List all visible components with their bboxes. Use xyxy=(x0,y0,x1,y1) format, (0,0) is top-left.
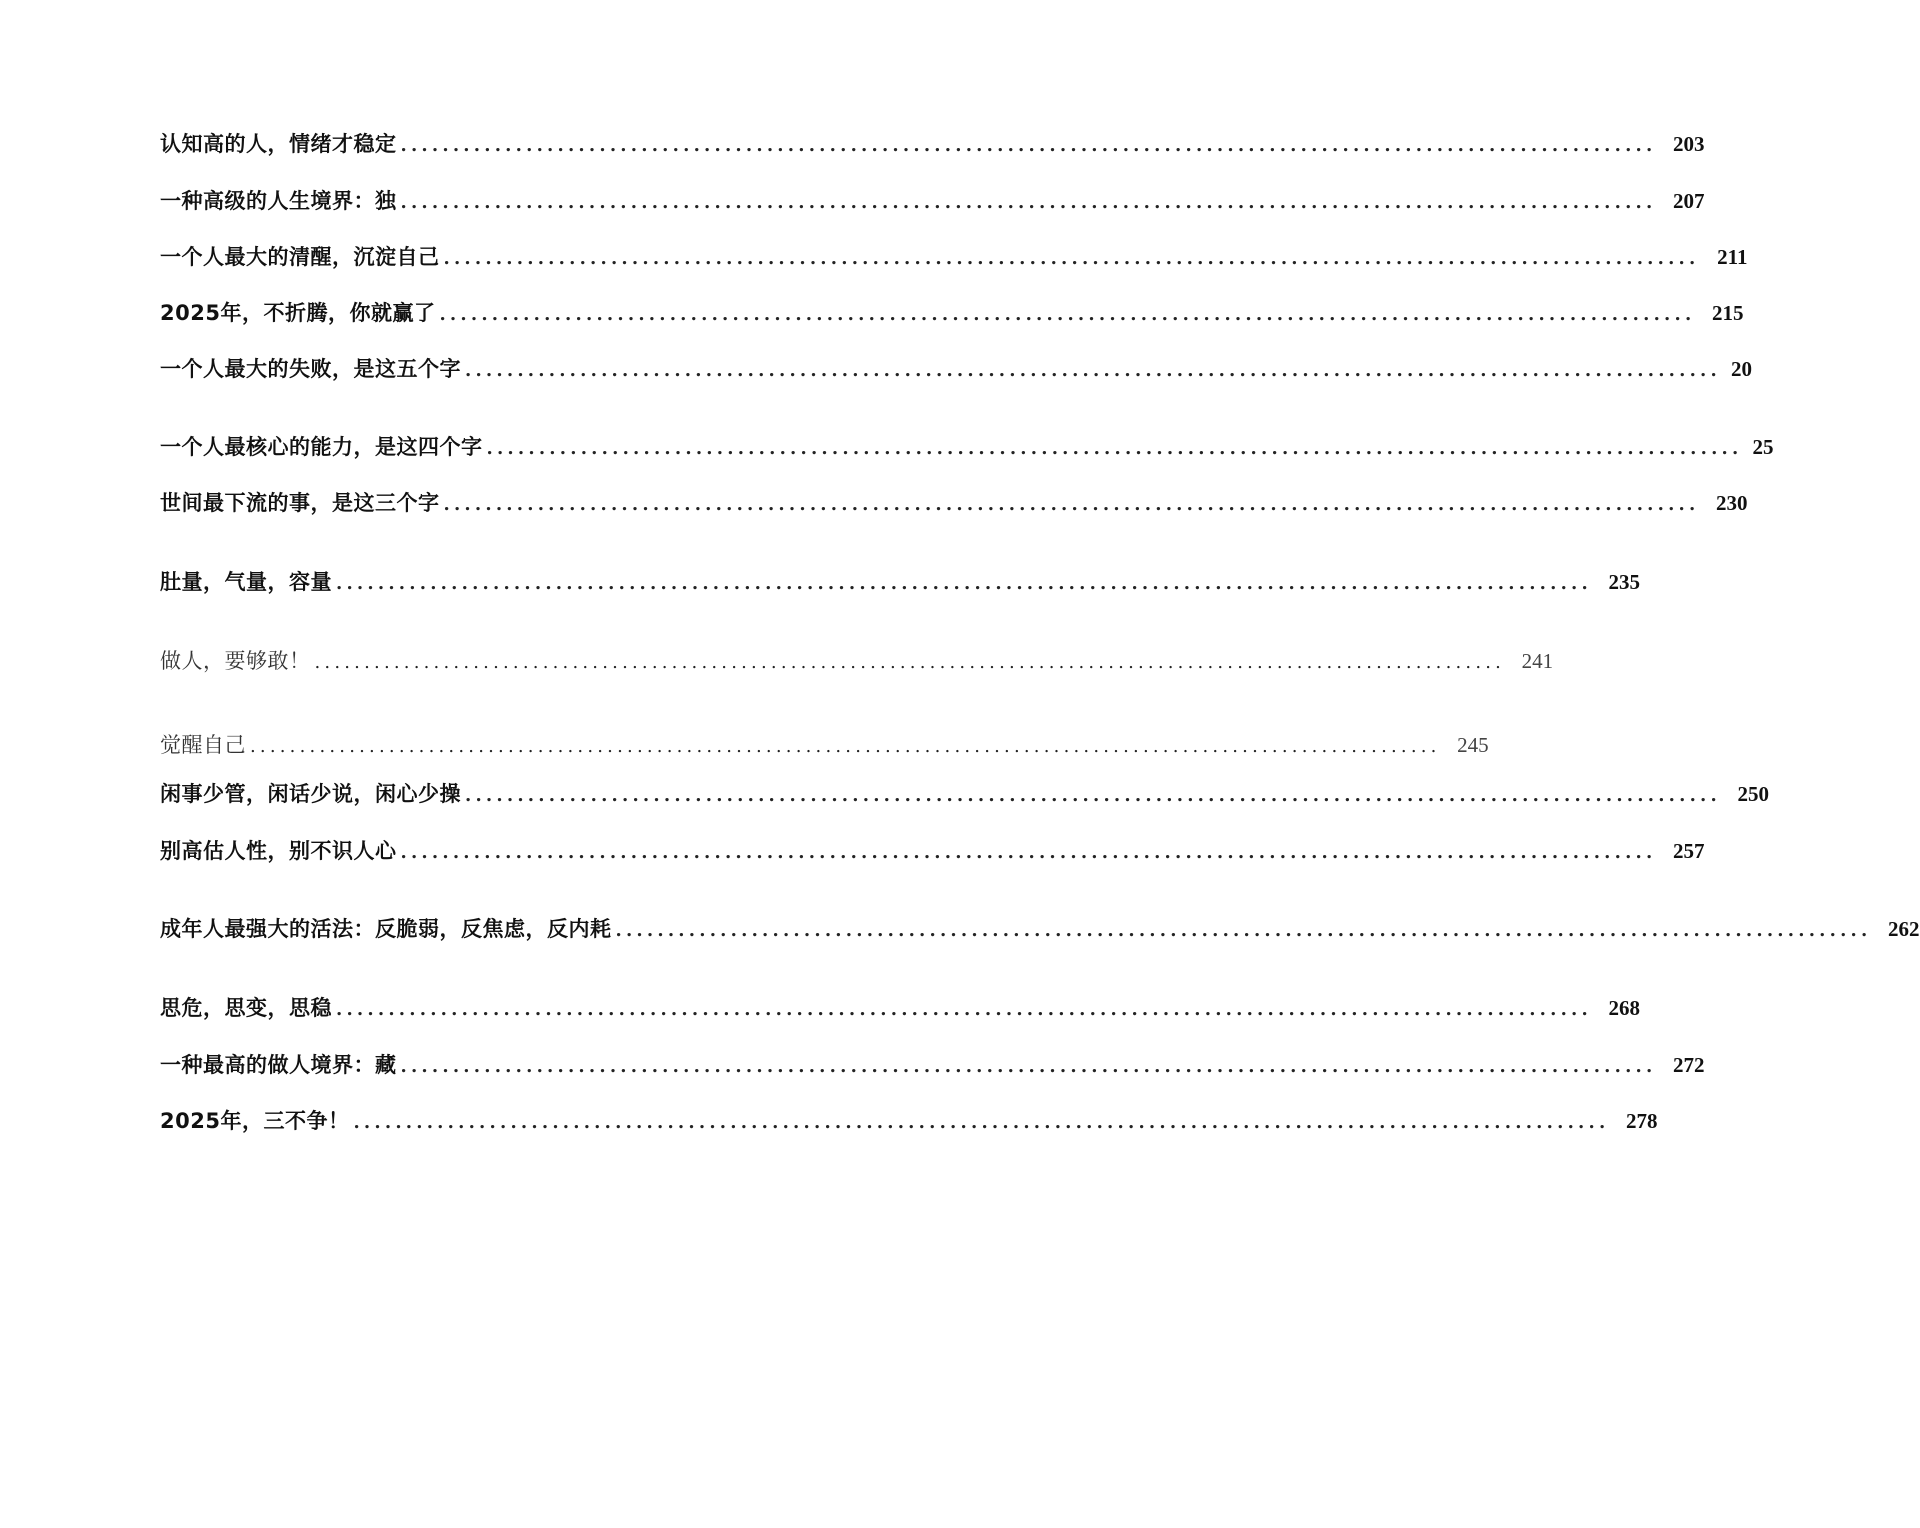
toc-dot-leader: ........................................................................................................................ xyxy=(400,842,1657,863)
toc-entry-title: 2025年，不折腾，你就赢了 xyxy=(160,301,436,325)
toc-page-number: 20 xyxy=(1731,357,1752,381)
toc-page-number: 250 xyxy=(1737,782,1769,806)
toc-entry-title: 世间最下流的事，是这三个字 xyxy=(160,491,440,515)
toc-entry-title: 2025年，三不争！ xyxy=(160,1109,350,1133)
toc-dot-leader: ........................................................................................................................ xyxy=(443,248,1700,269)
toc-entry-title: 一个人最核心的能力，是这四个字 xyxy=(160,435,483,459)
toc-entry-title: 肚量，气量，容量 xyxy=(160,570,332,594)
toc-page-number: 257 xyxy=(1673,839,1705,863)
toc-entry[interactable] xyxy=(160,729,1489,769)
toc-entry-title: 成年人最强大的活法：反脆弱，反焦虑，反内耗 xyxy=(160,917,612,941)
toc-dot-leader: ........................................................................................................................ xyxy=(465,360,1721,381)
toc-entry[interactable] xyxy=(160,128,1705,168)
toc-entry[interactable] xyxy=(160,185,1705,225)
toc-page-number: 241 xyxy=(1521,649,1554,673)
toc-entry[interactable] xyxy=(160,835,1705,875)
toc-dot-leader: ........................................................................................................................ xyxy=(443,494,1700,515)
toc-entry-title: 一种最高的做人境界：藏 xyxy=(160,1053,397,1077)
toc-entry-title: 一个人最大的失败，是这五个字 xyxy=(160,357,461,381)
toc-entry-title: 别高估人性，别不识人心 xyxy=(160,839,397,863)
toc-entry-title: 一个人最大的清醒，沉淀自己 xyxy=(160,245,440,269)
toc-entry[interactable] xyxy=(160,487,1748,527)
toc-entry[interactable] xyxy=(160,1105,1658,1145)
toc-entry[interactable] xyxy=(160,353,1752,393)
toc-dot-leader: ........................................................................................................................ xyxy=(336,573,1592,594)
toc-page-number: 207 xyxy=(1673,189,1705,213)
toc-page-number: 268 xyxy=(1608,996,1640,1020)
toc-entry-title: 思危，思变，思稳 xyxy=(160,996,332,1020)
toc-dot-leader: ........................................................................................................................ xyxy=(486,438,1743,459)
toc-page-number: 278 xyxy=(1625,1109,1658,1133)
toc-entry[interactable] xyxy=(160,431,1774,471)
toc-entry[interactable] xyxy=(160,566,1640,606)
toc-page-number: 211 xyxy=(1717,245,1748,269)
toc-page-number: 230 xyxy=(1716,491,1748,515)
toc-entry[interactable] xyxy=(160,913,1920,953)
toc-dot-leader: ........................................................................................................................ xyxy=(400,1056,1657,1077)
toc-dot-leader: ........................................................................................................................ xyxy=(400,192,1657,213)
toc-dot-leader: ........................................................................................................................ xyxy=(336,999,1592,1020)
toc-dot-leader: ........................................................................................................................ xyxy=(439,304,1696,325)
toc-page-number: 25 xyxy=(1752,435,1774,459)
toc-entry-title: 认知高的人，情绪才稳定 xyxy=(160,132,397,156)
toc-dot-leader: ........................................................................................................................ xyxy=(314,652,1506,673)
toc-entry[interactable] xyxy=(160,297,1744,337)
toc-entry-title: 一种高级的人生境界：独 xyxy=(160,189,397,213)
toc-dot-leader: ........................................................................................................................ xyxy=(400,135,1657,156)
toc-dot-leader: ........................................................................................................................ xyxy=(250,736,1441,757)
toc-dot-leader: ........................................................................................................................ xyxy=(465,785,1721,806)
toc-dot-leader: ........................................................................................................................ xyxy=(353,1112,1610,1133)
toc-page-number: 215 xyxy=(1711,301,1744,325)
toc-page-number: 245 xyxy=(1457,733,1489,757)
toc-entry-title: 觉醒自己 xyxy=(160,733,246,757)
toc-entry-title: 做人，要够敢！ xyxy=(160,649,311,673)
toc-page-number: 262 xyxy=(1888,917,1920,941)
toc-page-number: 203 xyxy=(1673,132,1705,156)
toc-entry[interactable] xyxy=(160,241,1748,281)
toc-page-number: 272 xyxy=(1673,1053,1705,1077)
toc-entry[interactable] xyxy=(160,992,1640,1032)
toc-dot-leader: ........................................................................................................................ xyxy=(615,920,1872,941)
toc-entry[interactable] xyxy=(160,1049,1705,1089)
toc-entry[interactable] xyxy=(160,778,1769,818)
toc-page-number: 235 xyxy=(1608,570,1640,594)
toc-entry-title: 闲事少管，闲话少说，闲心少操 xyxy=(160,782,461,806)
toc-entry[interactable] xyxy=(160,645,1554,685)
